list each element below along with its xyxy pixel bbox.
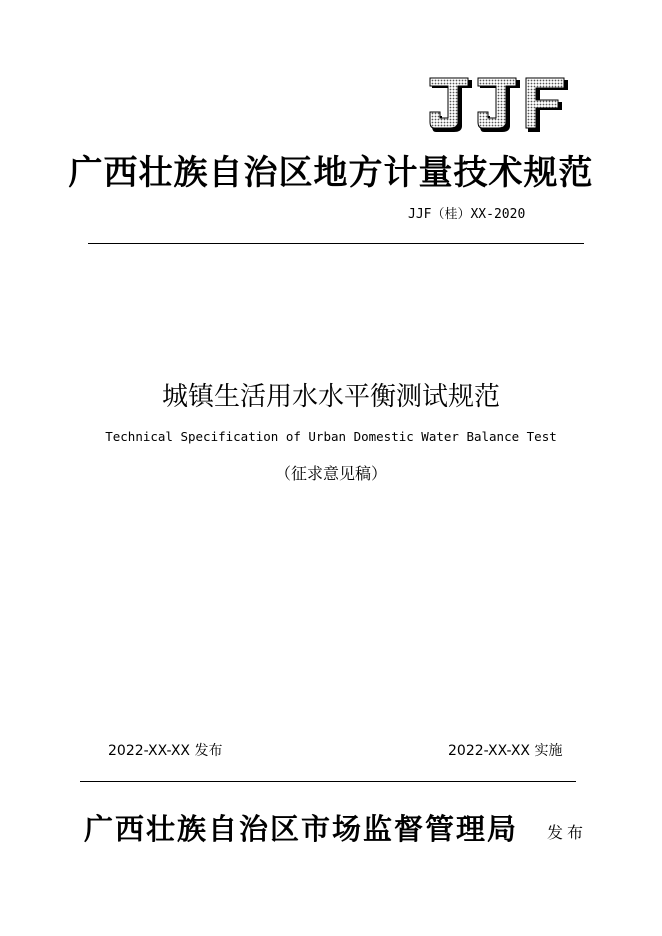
implementation-date: 2022-XX-XX 实施 <box>448 743 563 759</box>
issue-date: 2022-XX-XX 发布 <box>108 743 223 759</box>
top-divider <box>88 243 584 244</box>
draft-note: （征求意见稿） <box>274 464 387 483</box>
jjf-logo <box>428 76 570 134</box>
publish-label: 发布 <box>547 823 588 842</box>
jjf-logo-graphic <box>428 76 570 134</box>
document-title-english: Technical Specification of Urban Domestic Water Balance Test <box>105 429 557 444</box>
issuing-authority: 广西壮族自治区市场监督管理局 <box>84 812 519 846</box>
bottom-divider <box>80 781 576 782</box>
standard-number: JJF（桂）XX-2020 <box>408 207 526 222</box>
authority-title: 广西壮族自治区地方计量技术规范 <box>68 153 594 193</box>
document-title: 城镇生活用水水平衡测试规范 <box>161 382 500 412</box>
